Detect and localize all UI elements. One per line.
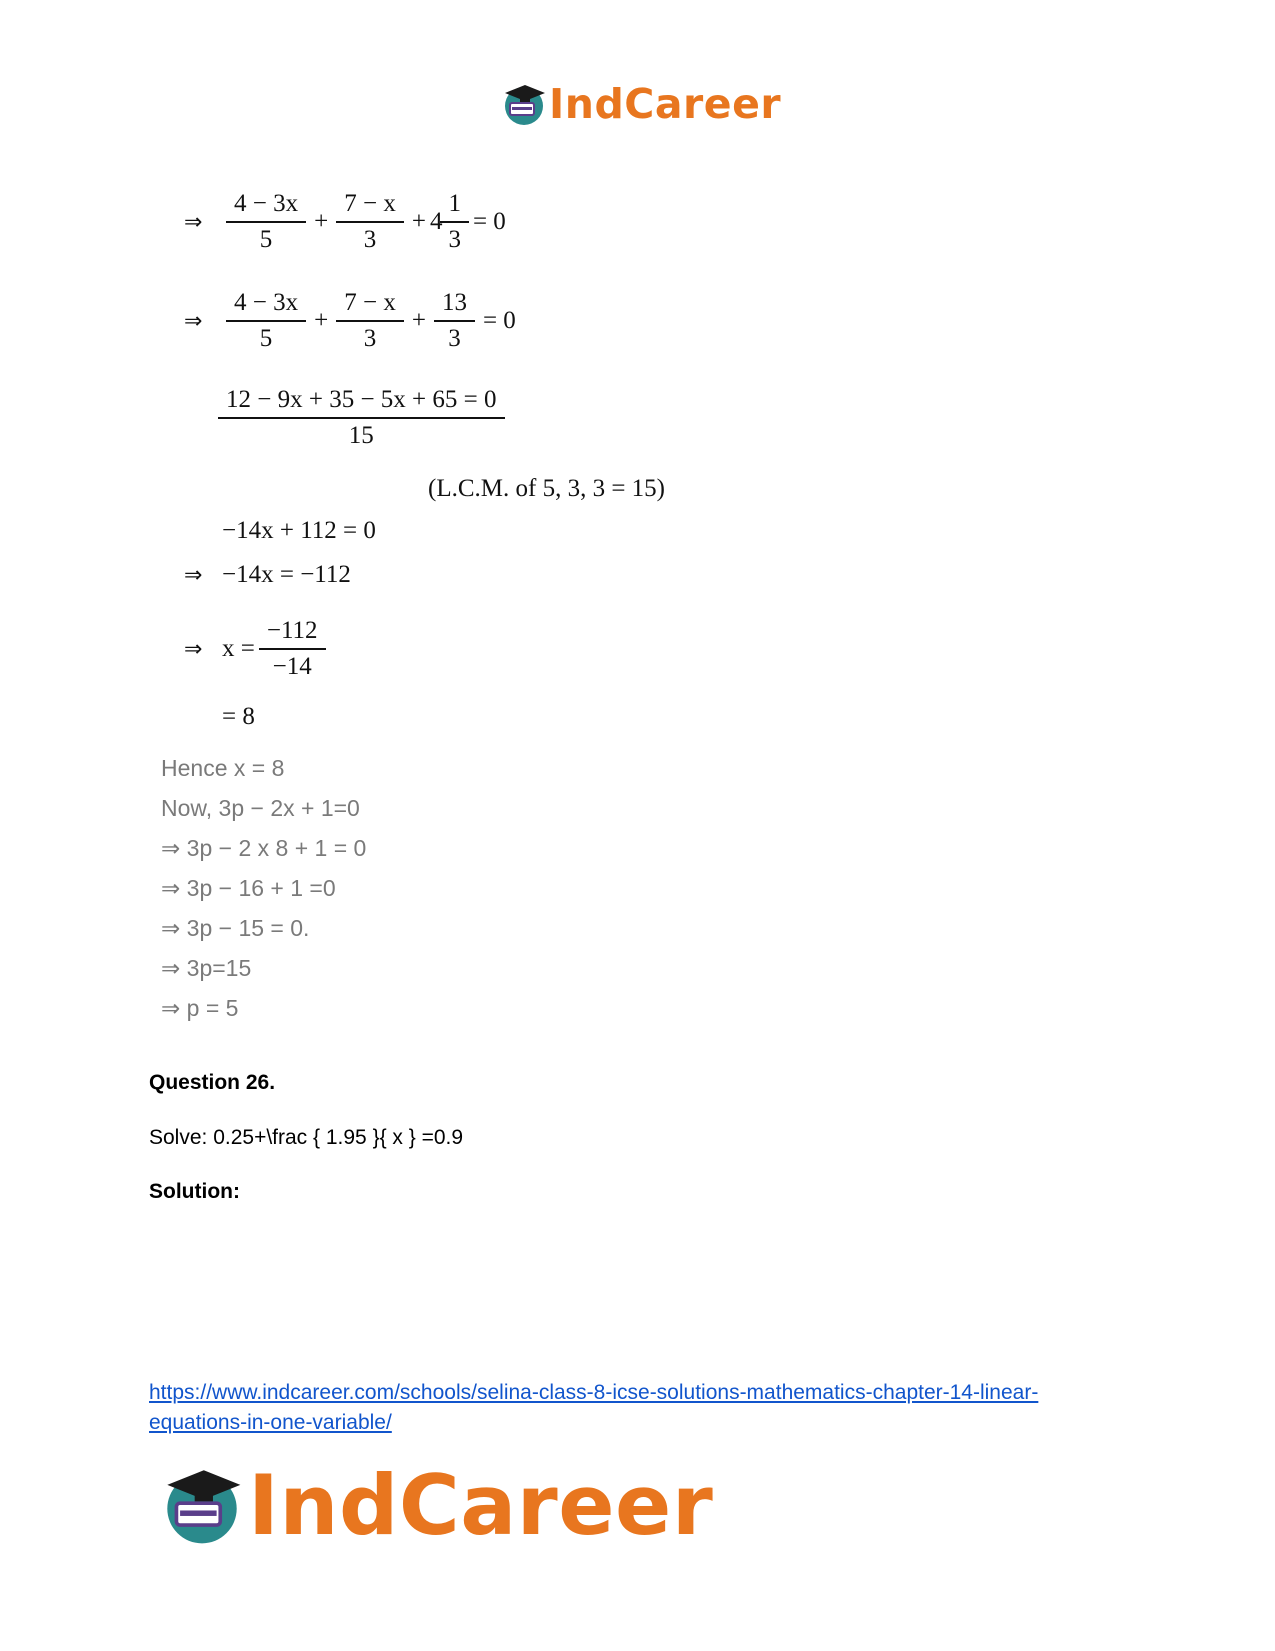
step-line: ⇒ 3p − 16 + 1 =0: [161, 875, 336, 901]
fraction: $\frac{4 - 3x}{5}$: [230, 289, 302, 353]
equation-line-5: ⇒ −14x = −112: [184, 561, 351, 588]
fraction: $\frac{4 - 3x}{5}$: [230, 190, 302, 254]
lcm-note: (L.C.M. of 5, 3, 3 = 15): [428, 475, 665, 502]
step-line: ⇒ 3p=15: [161, 955, 252, 981]
source-link[interactable]: https://www.indcareer.com/schools/selina-class-8-icse-solutions-mathematics-chapter-14-linear-equations-in-one-variable/: [149, 1381, 1039, 1434]
question-title: Question 26.: [149, 1071, 276, 1094]
step-line: Hence x = 8: [161, 755, 285, 781]
fraction: $\frac{13}{3}$: [438, 289, 471, 353]
solution-label: Solution:: [149, 1180, 240, 1203]
fraction: $\frac{-112}{-14}$: [263, 617, 322, 681]
equation-line-1: ⇒ $\frac{4 - 3x}{5}$ + $\frac{7 - x}{3}$ + 4 $\frac{1}{3}$ = 0: [184, 190, 506, 253]
implies-symbol: ⇒: [184, 636, 203, 662]
implies-symbol: ⇒: [184, 209, 203, 235]
equation-line-4: −14x + 112 = 0: [222, 517, 376, 544]
step-line: ⇒ 3p − 15 = 0.: [161, 915, 310, 941]
fraction: $\frac{7 - x}{3}$: [340, 190, 400, 254]
graduation-cap-icon: [160, 1463, 244, 1547]
mixed-number: 4 $\frac{1}{3}$: [430, 190, 469, 254]
equation-line-6: ⇒ x = $\frac{-112}{-14}$: [184, 617, 330, 681]
fraction: $\frac{12 - 9x + 35 - 5x + 65 = 0}{15}$: [222, 386, 501, 450]
footer-logo: [160, 1456, 714, 1554]
implies-symbol: ⇒: [184, 308, 203, 334]
step-line: ⇒ 3p − 2 x 8 + 1 = 0: [161, 835, 367, 861]
fraction: $\frac{7 - x}{3}$: [340, 289, 400, 353]
step-line: Now, 3p − 2x + 1=0: [161, 795, 360, 821]
question-text: Solve: 0.25+\frac { 1.95 }{ x } =0.9: [149, 1126, 464, 1149]
brand-name: IndCareer: [549, 80, 782, 128]
brand-name: IndCareer: [248, 1456, 714, 1554]
graduation-cap-icon: [501, 81, 547, 127]
step-line: ⇒ p = 5: [161, 995, 239, 1021]
equation-line-7: = 8: [222, 703, 255, 730]
implies-symbol: ⇒: [184, 562, 203, 588]
equation-line-3: [222, 386, 501, 450]
equation-line-2: ⇒ $\frac{4 - 3x}{5}$ + $\frac{7 - x}{3}$ + $\frac{13}{3}$ = 0: [184, 289, 516, 352]
header-logo: [501, 76, 781, 132]
